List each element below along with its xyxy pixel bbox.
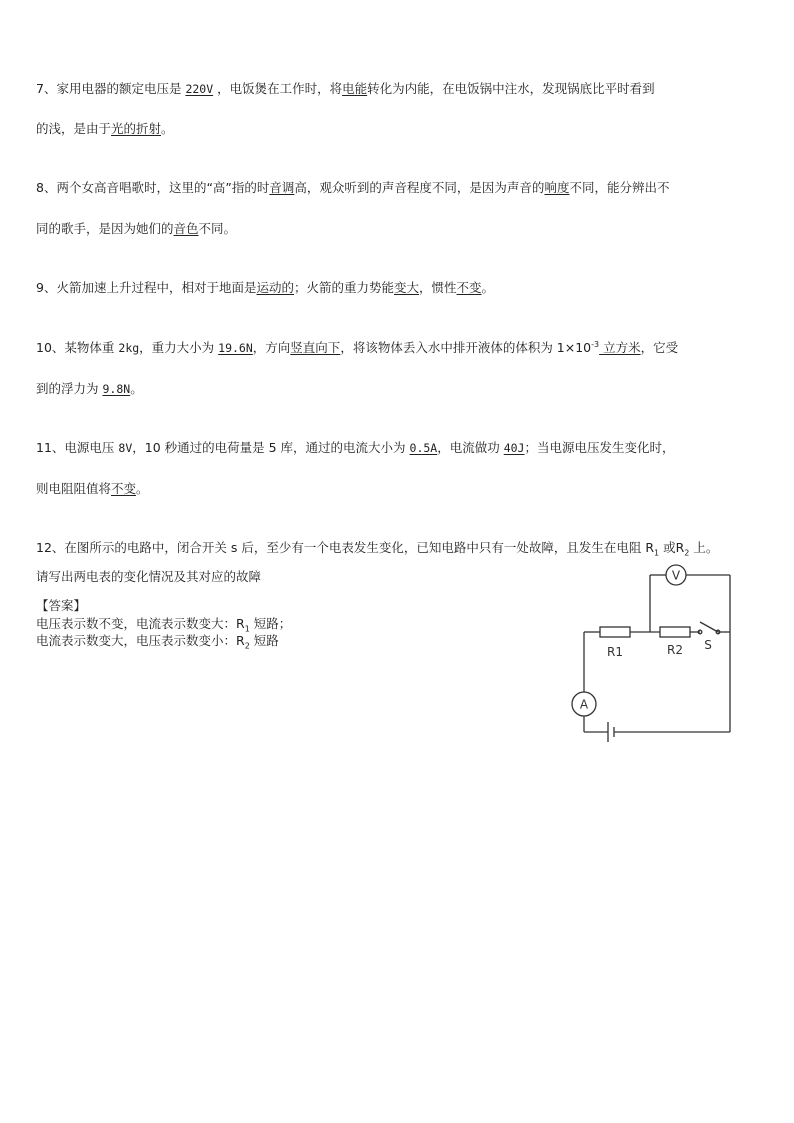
text: ，将该物体丢入水中排开液体的体积为 1×10 [340, 340, 592, 355]
question-11-line-2 [36, 482, 766, 496]
text: ，它受 [640, 340, 679, 355]
text: ，重力大小为 [139, 340, 219, 355]
answer-blank: 响度 [544, 180, 570, 195]
r2-label: R2 [667, 643, 683, 657]
question-10-line-2 [36, 382, 766, 396]
text: ；火箭的重力势能 [293, 280, 394, 295]
voltmeter-label: V [671, 568, 681, 583]
ammeter-label: A [579, 697, 589, 712]
text: 电流表示数变大，电压表示数变小：R [36, 633, 245, 648]
text: ，10 秒通过的电荷量是 5 库，通过的电流大小为 [132, 440, 410, 455]
answer-blank: 运动的 [256, 280, 294, 295]
text: 则电阻阻值将 [36, 481, 112, 496]
text: 8、两个女高音唱歌时，这里的“高”指的时 [36, 180, 270, 195]
question-9-line-1 [36, 281, 766, 295]
answer-blank: 0.5A [409, 441, 438, 455]
answer-blank: 光的折射 [111, 121, 162, 136]
text: 。 [130, 381, 143, 396]
text: 9、火箭加速上升过程中，相对于地面是 [36, 280, 257, 295]
text: 11、电源电压 [36, 440, 119, 455]
resistor-r2 [660, 627, 690, 637]
circuit-diagram [560, 560, 760, 750]
answer-blank: 不变 [456, 280, 482, 295]
r1-label: R1 [607, 645, 623, 659]
text: 短路； [249, 616, 292, 631]
question-7-line-1 [36, 82, 766, 96]
switch-label: S [704, 638, 712, 652]
resistor-r1 [600, 627, 630, 637]
text: ，方向 [252, 340, 291, 355]
text: 电压表示数不变，电流表示数变大：R [36, 616, 245, 631]
answer-blank: 电能 [342, 81, 368, 96]
text: 不同，能分辨出不 [569, 180, 670, 195]
question-8-line-2 [36, 222, 766, 236]
text: 。 [136, 481, 149, 496]
answer-blank: 立方米 [599, 340, 641, 355]
question-7-line-2 [36, 122, 766, 136]
answer-line-2 [36, 633, 279, 651]
switch-blade [700, 622, 718, 632]
question-8-line-1 [36, 181, 766, 195]
text: ，惯性 [419, 280, 457, 295]
text: 7、家用电器的额定电压是 [36, 81, 186, 96]
subscript: 1 [244, 624, 250, 634]
text: 12、在图所示的电路中，闭合开关 s 后，至少有一个电表发生变化，已知电路中只有一处故障，且发生在电阻 R [36, 540, 655, 555]
subscript: 1 [654, 548, 660, 558]
answer-blank: 40J [503, 441, 525, 455]
answer-blank: 音调 [269, 180, 295, 195]
answer-line-1 [36, 616, 292, 634]
text: 高，观众听到的声音程度不同，是因为声音的 [294, 180, 545, 195]
text: 。 [481, 280, 495, 295]
answer-blank: 竖直向下 [290, 340, 341, 355]
question-10-line-1 [36, 341, 766, 355]
text: ，电流做功 [437, 440, 504, 455]
answer-blank: 不变 [111, 481, 137, 496]
text: 2kg [118, 341, 140, 355]
text: ，电饭煲在工作时，将 [213, 81, 343, 96]
question-11-line-1 [36, 441, 766, 455]
text: 或R [659, 540, 685, 555]
subscript: 2 [684, 548, 690, 558]
answer-blank: 音色 [173, 221, 199, 236]
answer-blank: 19.6N [218, 341, 253, 355]
text: 转化为内能，在电饭锅中注水，发现锅底比平时看到 [367, 81, 655, 96]
text: 请写出两电表的变化情况及其对应的故障 [36, 569, 262, 584]
subscript: 2 [244, 641, 250, 651]
exponent: -3 [591, 339, 600, 349]
question-12-line-1 [36, 540, 766, 558]
text: 。 [161, 121, 174, 136]
text: 同的歌手，是因为她们的 [36, 221, 174, 236]
text: 不同。 [198, 221, 237, 236]
text: ；当电源电压发生变化时， [524, 440, 675, 455]
answer-blank: 220V [185, 82, 214, 96]
text: 10、某物体重 [36, 340, 119, 355]
answer-blank: 9.8N [102, 382, 131, 396]
text: 上。 [689, 540, 719, 555]
text: 短路 [249, 633, 279, 648]
answer-blank: 变大 [394, 280, 420, 295]
text: 8V [118, 441, 133, 455]
text: 的浅，是由于 [36, 121, 112, 136]
text: 到的浮力为 [36, 381, 103, 396]
answer-heading: 【答案】 [36, 598, 87, 613]
